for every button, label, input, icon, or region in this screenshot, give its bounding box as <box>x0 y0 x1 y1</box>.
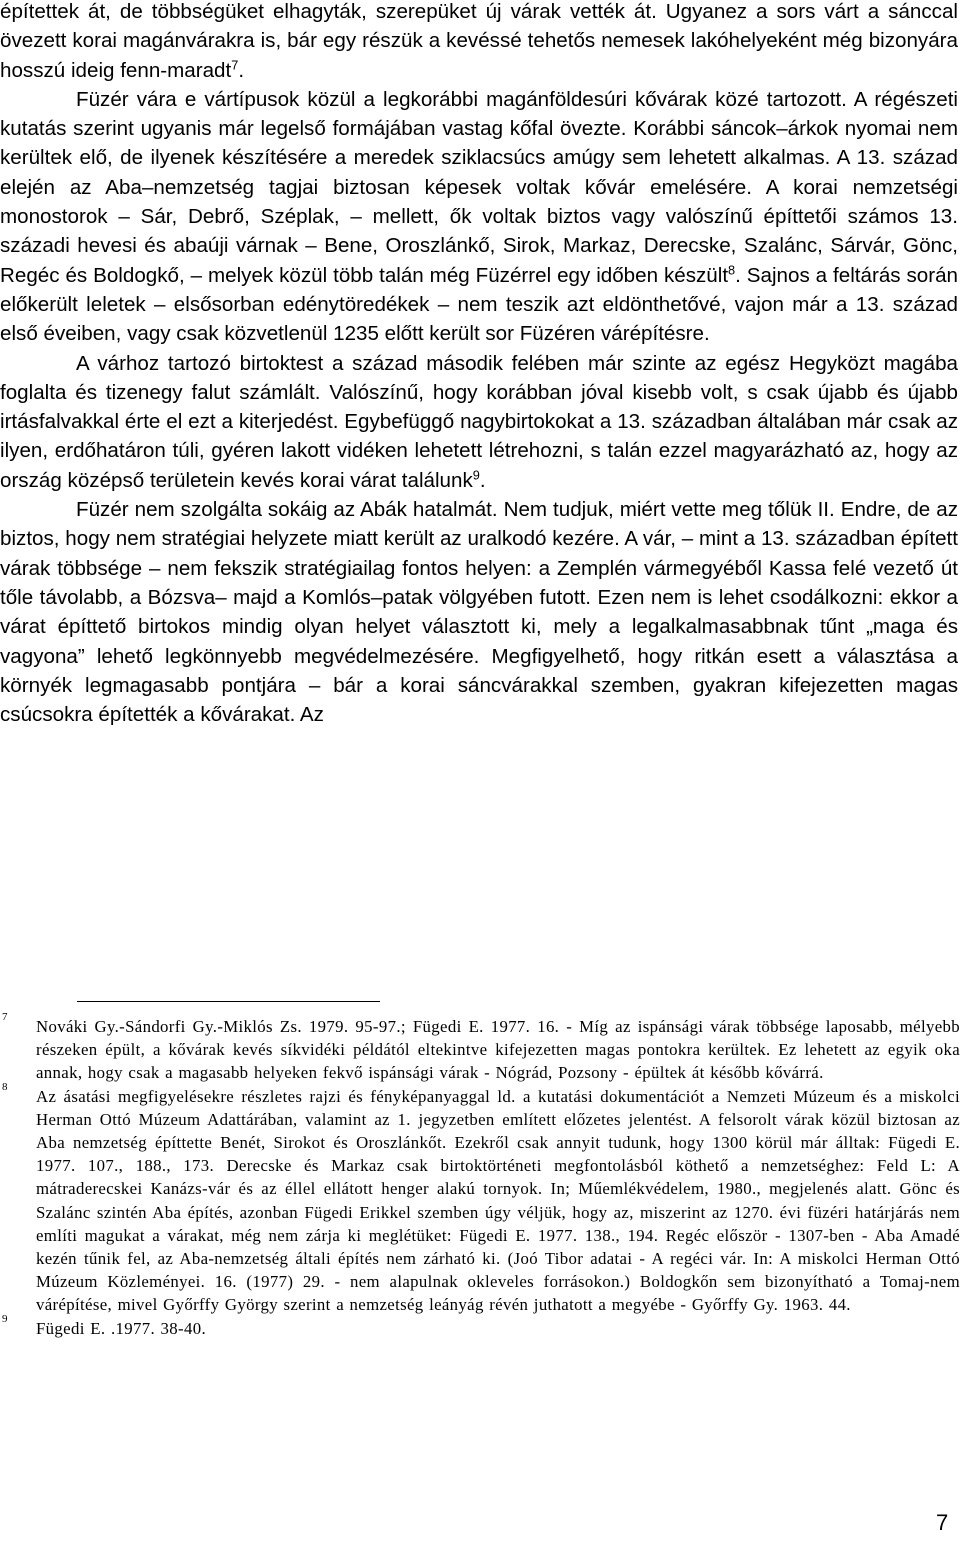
paragraph-text: Füzér vára e vártípusok közül a legkorábbi magánföldesúri kővárak közé tartozott. A régészeti kutatás szerint ugyanis már legelső formájában vastag kőfal övezte. Korábbi sáncok–árkok nyomai nem kerültek elő, de ilyenek készítésére a meredek sziklacsúcs amúgy sem lehetett alkalmas. A 13. század elején az Aba–nemzetség tagjai biztosan képesek voltak kővár emelésére. A korai nemzetségi monostorok – Sár, Debrő, Széplak, – mellett, ők voltak biztos vagy valószínű építtetői számos 13. századi hevesi és abaúji várnak – Bene, Oroszlánkő, Sirok, Markaz, Derecske, Szalánc, Sárvár, Gönc, Regéc és Boldogkő, – melyek közül több talán még Füzérrel egy időben készült <box>0 87 958 287</box>
paragraph-text: A várhoz tartozó birtoktest a század második felében már szinte az egész Hegyközt magába foglalta és tizenegy falut számlált. Valószínű, hogy korábban jóval kisebb volt, s csak újabb és újabb irtásfalvakkal érte el ezt a kiterjedést. Egybefüggő nagybirtokokat a 13. században általában már csak az ilyen, erdőhatáron túli, gyéren lakott vidéken lehetett létrehozni, s talán ezzel magyarázható az, hogy az ország középső területein kevés korai várat találunk <box>0 351 958 492</box>
paragraph-text: építettek át, de többségüket elhagyták, szerepüket új várak vették át. Ugyanez a sors várt a sánccal övezett korai magánvárakra is, bár egy részük a kevéssé tehetős nemesek lakóhelyeként még bizonyára hosszú ideig fenn-maradt <box>0 0 958 82</box>
paragraph-text: Füzér nem szolgálta sokáig az Abák hatalmát. Nem tudjuk, miért vette meg tőlük II. Endre, de az biztos, hogy nem stratégiai helyzete miatt került az uralkodó kezére. A vár, – mint a 13. században épített várak többsége – nem fekszik stratégiailag fontos helyen: a Zemplén vármegyéből Kassa felé vezető út tőle távolabb, a Bózsva– majd a Komlós–patak völgyében futott. Ezen nem is lehet csodálkozni: ekkor a várat építtető birtokos mindig olyan helyet választott ki, mely a legalkalmasabbnak tűnt „maga és vagyona” lehető legkönnyebb megvédelmezésére. Megfigyelhető, hogy ritkán esett a választása a környék legmagasabb pontjára – bár a korai sáncvárakkal szemben, gyakran kifejezetten magas csúcsokra építették a kővárakat. Az <box>0 498 958 727</box>
paragraph <box>0 85 958 349</box>
footnote <box>0 1080 960 1317</box>
body-text <box>0 0 958 729</box>
paragraph-text: . Sajnos a feltárás során előkerült leletek – elsősorban edénytöredékek – nem teszik azt eldönthetővé, vajon már a 13. század első éveiben, vagy csak közvetlenül 1235 előtt került sor Füzéren várépítésre. <box>0 263 958 346</box>
footnote <box>0 1011 960 1085</box>
footnote-ref: 7 <box>231 56 239 72</box>
paragraph <box>0 0 958 85</box>
footnote-text: Fügedi E. .1977. 38-40. <box>36 1318 206 1338</box>
footnote-text: Nováki Gy.-Sándorfi Gy.-Miklós Zs. 1979. 95-97.; Fügedi E. 1977. 16. - Míg az ispánsági várak többsége laposabb, mélyebb részeken épült, a kővárak kevés síkvidéki példától eltekintve kifejezetten magas pontokra kerültek. Ez lehetett az egyik oka annak, hogy csak a magasabb helyeken fekvő ispánsági várak - Nógrád, Pozsony - épültek át később kővárrá. <box>36 1017 960 1083</box>
footnote-ref: 8 <box>728 262 736 278</box>
footnote-number: 9 <box>2 1312 8 1325</box>
footnote-text: Az ásatási megfigyelésekre részletes rajzi és fényképanyaggal ld. a kutatási dokumentációt a Nemzeti Múzeum és a miskolci Herman Ottó Múzeum Adattárában, valamint az 1. jegyzetben említett előzetes jelentést. A felsorolt várak közül biztosan az Aba nemzetség építtette Benét, Sirokot és Oroszlánkőt. Ezekről csak annyit tudunk, hogy 1300 körül már álltak: Fügedi E. 1977. 107., 188., 173. Derecske és Markaz csak birtoktörténeti megfontolásból köthető a nemzetséghez: Feld L: A mátraderecskei Kanázs-vár és az éllel ellátott henger alakú tornyok. In; Műemlékvédelem, 1980., megjelenés alatt. Gönc és Szalánc szintén Aba építés, azonban Fügedi Erikkel szemben úgy véljük, hogy az, miszerint az 1270. évi füzéri határjárás nem említi magukat a várakat, még nem zárja ki meglétüket: Fügedi E. 1977. 138., 194. Regéc először - 1307-ben - Aba Amadé kezén tűnik fel, az Aba-nemzetség általi építés nem zárható ki. (Joó Tibor adatai - A regéci vár. In: A miskolci Herman Ottó Múzeum Közleményei. 16. (1977) 29. - nem alapulnak okleveles forrásokon.) Boldogkőn sem bizonyítható a Tomaj-nem várépítése, mivel Győrffy György szerint a nemzetség leányág révén juthatott a megyébe - Győrffy Gy. 1963. 44. <box>36 1086 960 1315</box>
paragraph <box>0 495 958 729</box>
paragraph-text: . <box>238 58 245 82</box>
page-number: 7 <box>936 1510 949 1535</box>
paragraph-text: . <box>479 468 486 492</box>
footnote-ref: 9 <box>472 467 480 483</box>
paragraph <box>0 349 958 495</box>
footnote-number: 8 <box>2 1080 8 1093</box>
footnote-separator <box>77 1001 380 1002</box>
footnote-number: 7 <box>2 1011 8 1023</box>
footnotes <box>0 1011 960 1340</box>
footnote <box>0 1312 960 1340</box>
